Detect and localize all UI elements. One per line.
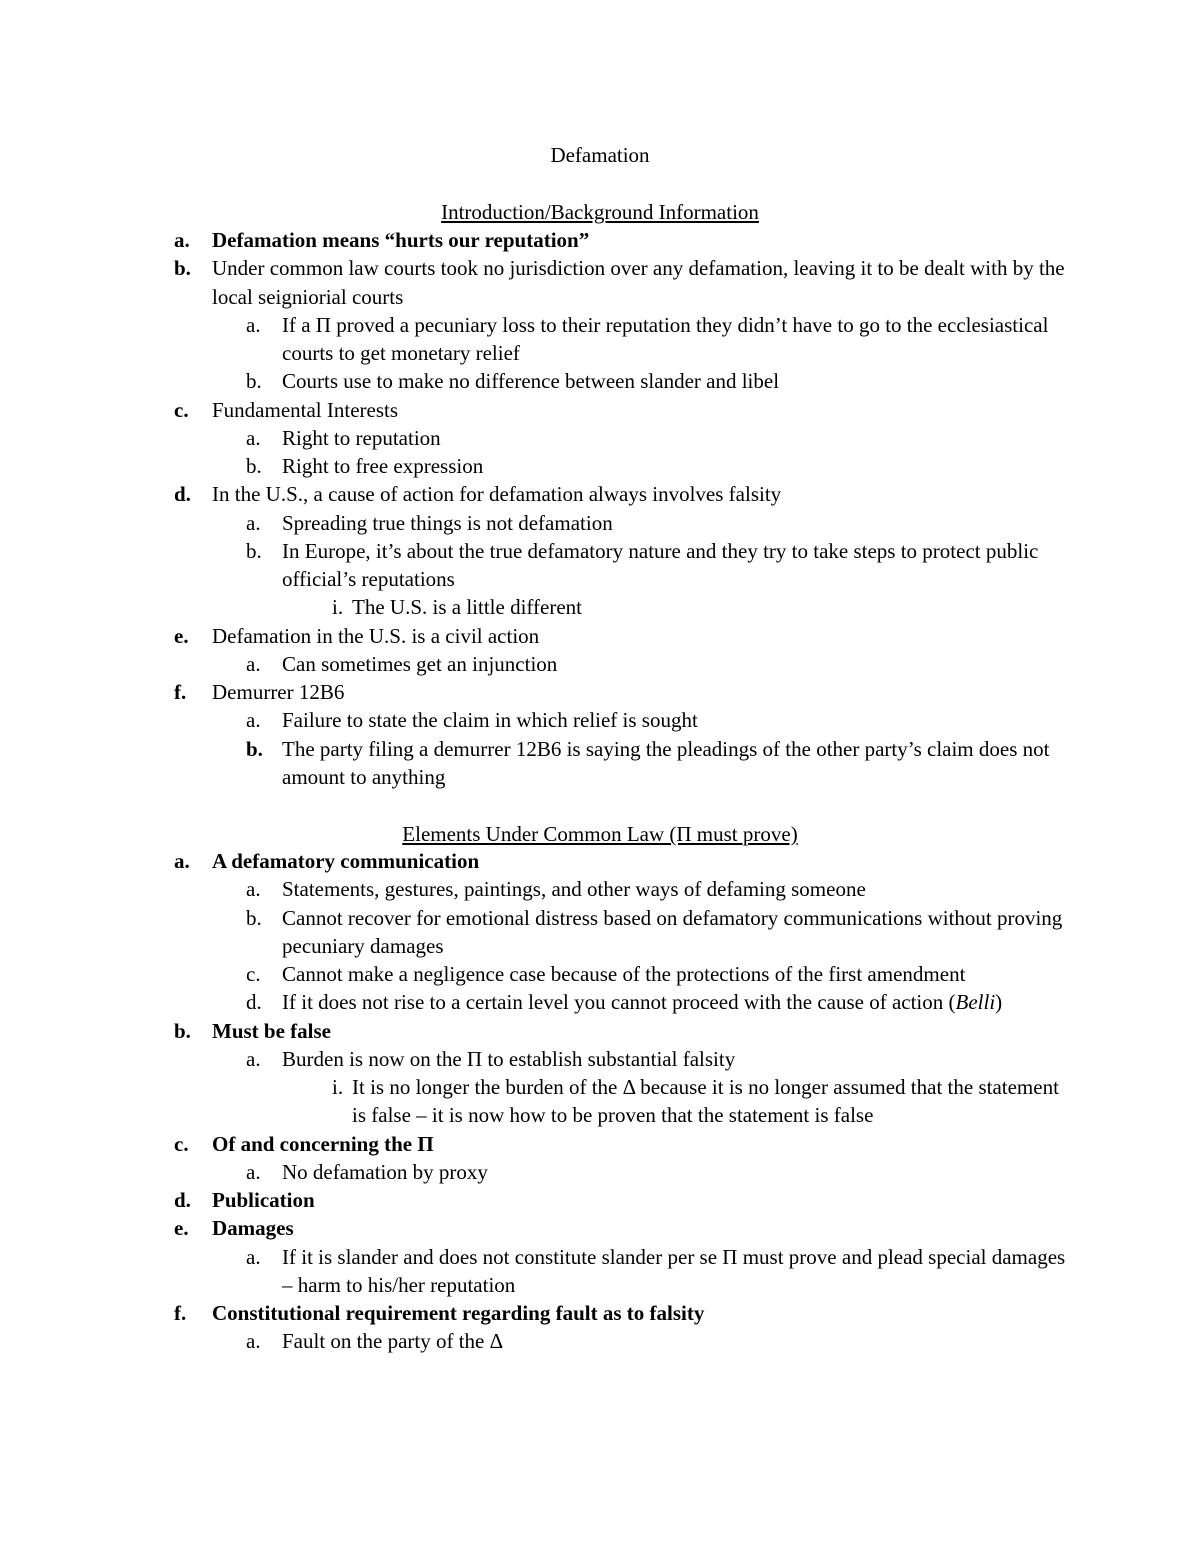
list-item: a. Fault on the party of the Δ bbox=[246, 1329, 504, 1354]
list-item: c. Of and concerning the Π bbox=[174, 1131, 434, 1156]
list-item: a. Right to reputation bbox=[246, 425, 441, 450]
list-item: e. Damages bbox=[174, 1216, 294, 1241]
elements-list bbox=[0, 847, 1200, 1356]
list-item: b. Cannot recover for emotional distress based on defamatory communications without proving pecuniary damages bbox=[246, 905, 1063, 958]
list-item: d. Publication bbox=[174, 1188, 315, 1212]
section-heading-elements: Elements Under Common Law (Π must prove) bbox=[402, 822, 798, 846]
list-item: a. Spreading true things is not defamation bbox=[246, 510, 613, 535]
document-title: Defamation bbox=[550, 143, 650, 167]
list-item: a. Can sometimes get an injunction bbox=[246, 651, 558, 676]
list-item: a. A defamatory communication bbox=[174, 849, 480, 873]
section-heading-introduction: Introduction/Background Information bbox=[441, 200, 759, 224]
list-item: a. If a Π proved a pecuniary loss to their reputation they didn’t have to go to the ecclesiastical courts to get monetary relief bbox=[246, 312, 1049, 365]
list-item: f. Demurrer 12B6 bbox=[174, 680, 345, 704]
list-item: a. Statements, gestures, paintings, and other ways of defaming someone bbox=[246, 877, 866, 902]
list-item: i. The U.S. is a little different bbox=[332, 595, 582, 620]
list-item: i. It is no longer the burden of the Δ because it is no longer assumed that the statement is false – it is now how to be proven that the statement is false bbox=[332, 1075, 1059, 1128]
list-item: a. If it is slander and does not constitute slander per se Π must prove and plead special damages – harm to his/her reputation bbox=[246, 1244, 1066, 1297]
list-item: a. Burden is now on the Π to establish substantial falsity bbox=[246, 1046, 736, 1071]
list-item: b. Under common law courts took no jurisdiction over any defamation, leaving it to be dealt with by the local seigniorial courts bbox=[174, 256, 1065, 309]
list-item: a. No defamation by proxy bbox=[246, 1159, 488, 1184]
list-item: b. In Europe, it’s about the true defamatory nature and they try to take steps to protect public official’s reputations bbox=[246, 538, 1039, 591]
list-item: a. Defamation means “hurts our reputation” bbox=[174, 228, 590, 252]
list-item: b. The party filing a demurrer 12B6 is saying the pleadings of the other party’s claim does not amount to anything bbox=[246, 736, 1050, 789]
introduction-list bbox=[0, 226, 1200, 791]
list-item: a. Failure to state the claim in which relief is sought bbox=[246, 708, 698, 733]
list-item: b. Must be false bbox=[174, 1018, 331, 1043]
list-item: e. Defamation in the U.S. is a civil action bbox=[174, 623, 540, 648]
list-item: d. If it does not rise to a certain level you cannot proceed with the cause of action (Belli) bbox=[246, 990, 1003, 1015]
list-item: b. Courts use to make no difference between slander and libel bbox=[246, 369, 780, 394]
list-item: c. Fundamental Interests bbox=[174, 397, 399, 422]
case-citation: Belli bbox=[955, 990, 996, 1015]
list-item: f. Constitutional requirement regarding fault as to falsity bbox=[174, 1301, 705, 1325]
list-item: d. In the U.S., a cause of action for defamation always involves falsity bbox=[174, 482, 782, 507]
list-item: c. Cannot make a negligence case because of the protections of the first amendment bbox=[246, 962, 966, 986]
list-item: b. Right to free expression bbox=[246, 454, 484, 478]
